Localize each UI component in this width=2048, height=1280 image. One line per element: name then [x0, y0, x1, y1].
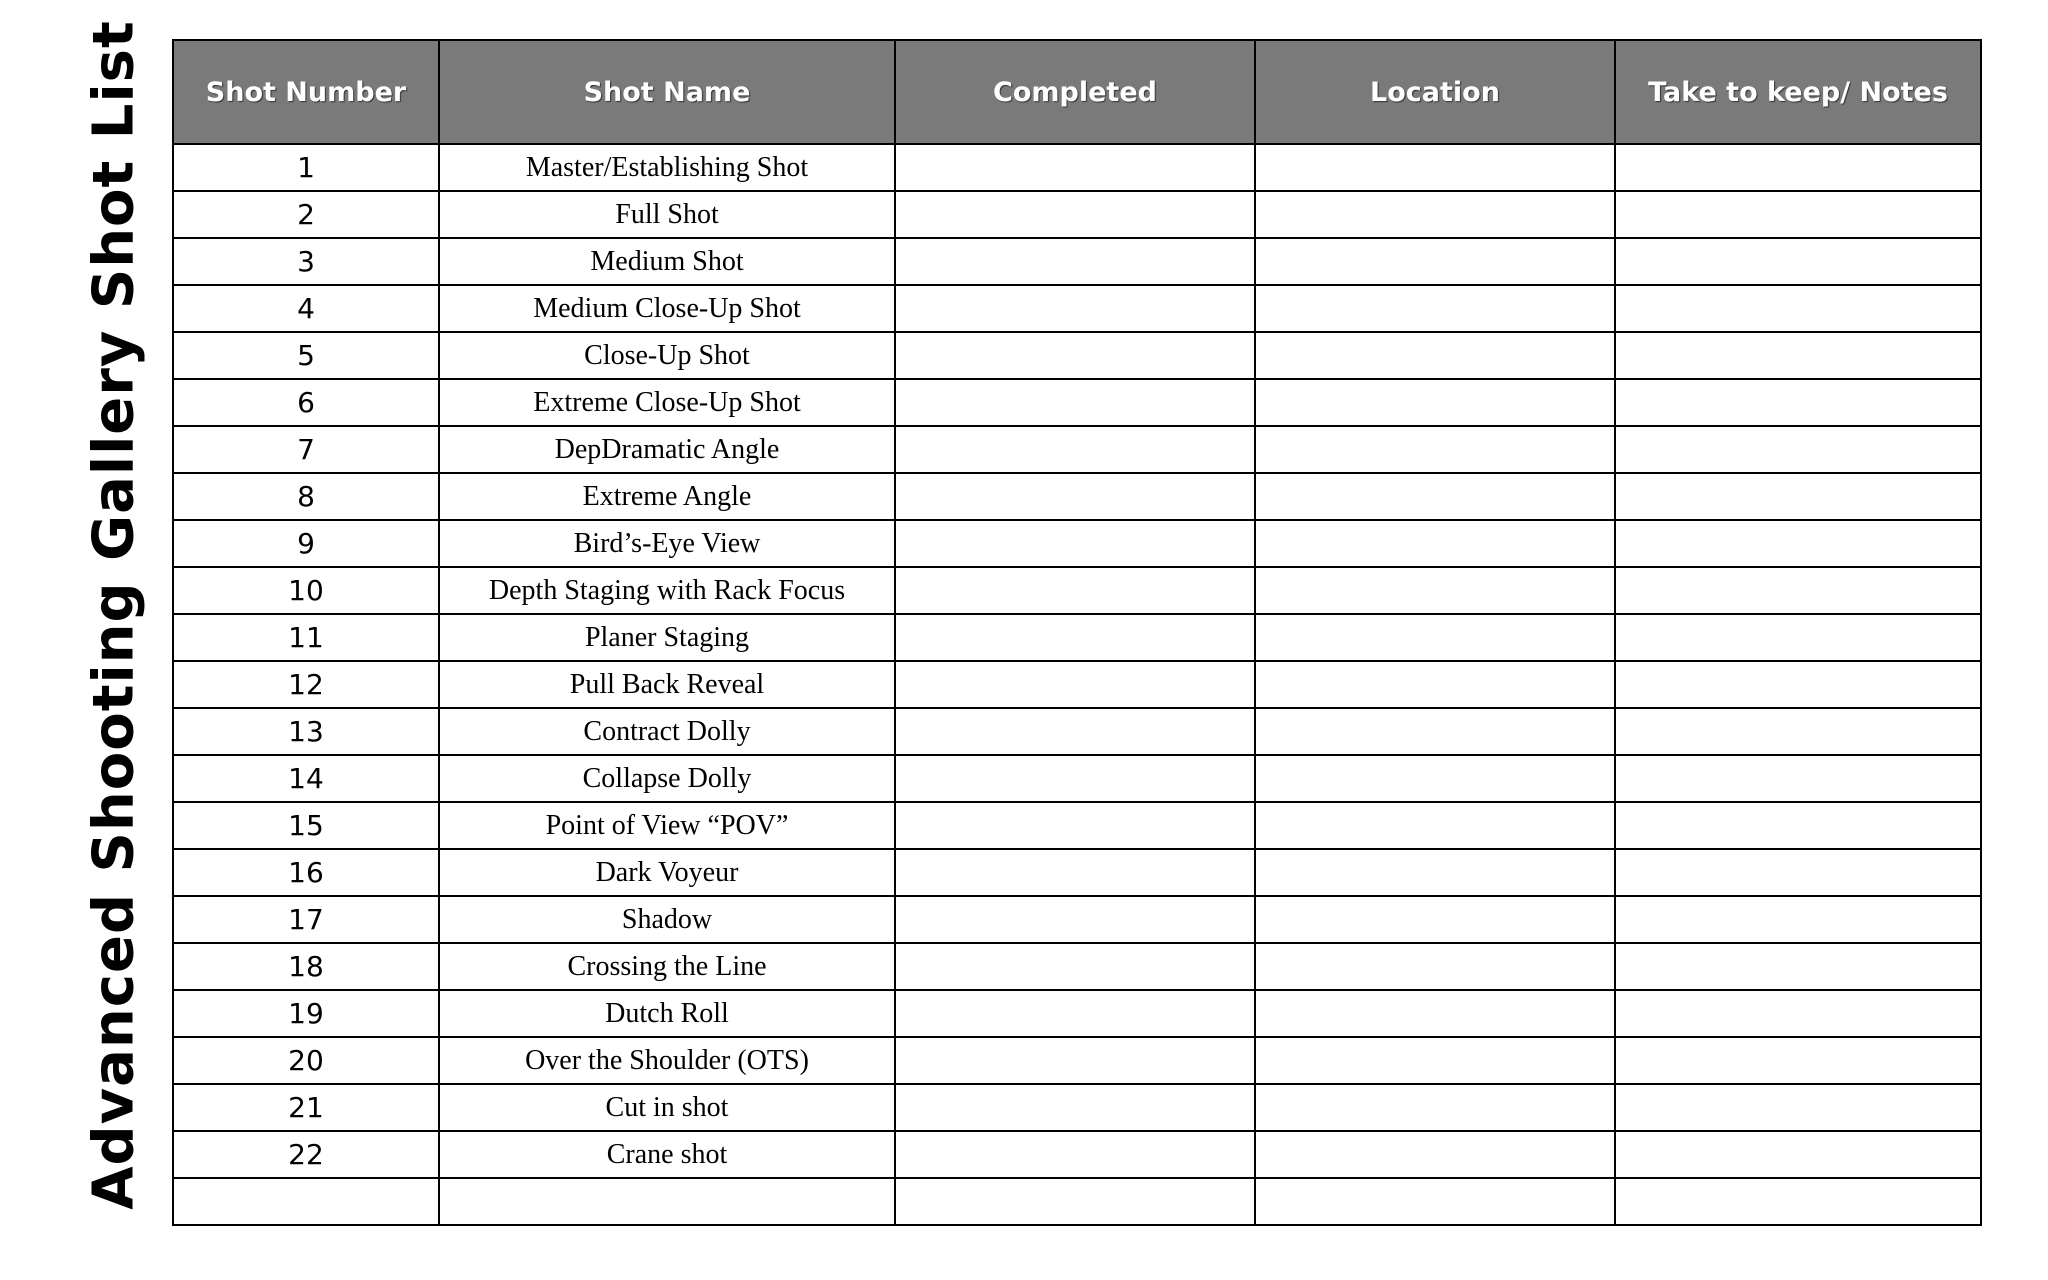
- location-cell[interactable]: [1255, 567, 1615, 614]
- notes-cell[interactable]: [1615, 1037, 1981, 1084]
- notes-cell[interactable]: [1615, 379, 1981, 426]
- notes-cell[interactable]: [1615, 943, 1981, 990]
- completed-cell[interactable]: [895, 379, 1255, 426]
- completed-cell[interactable]: [895, 191, 1255, 238]
- location-cell[interactable]: [1255, 238, 1615, 285]
- completed-cell[interactable]: [895, 849, 1255, 896]
- table-row: [173, 285, 1981, 332]
- notes-cell[interactable]: [1615, 520, 1981, 567]
- shot-name-cell: Planer Staging: [439, 614, 895, 661]
- completed-cell[interactable]: [895, 144, 1255, 191]
- table-row: [173, 379, 1981, 426]
- notes-cell[interactable]: [1615, 1178, 1981, 1225]
- shot-number-cell: 2: [173, 191, 439, 238]
- shot-name-cell: Medium Shot: [439, 238, 895, 285]
- notes-cell[interactable]: [1615, 708, 1981, 755]
- shot-name-cell: Over the Shoulder (OTS): [439, 1037, 895, 1084]
- shot-number-cell: 9: [173, 520, 439, 567]
- completed-cell[interactable]: [895, 238, 1255, 285]
- shot-name-cell: Crossing the Line: [439, 943, 895, 990]
- location-cell[interactable]: [1255, 708, 1615, 755]
- shot-name-cell: Dark Voyeur: [439, 849, 895, 896]
- notes-cell[interactable]: [1615, 426, 1981, 473]
- header-shot-name: Shot Name: [439, 40, 895, 144]
- notes-cell[interactable]: [1615, 1131, 1981, 1178]
- completed-cell[interactable]: [895, 1178, 1255, 1225]
- shot-number-cell: 10: [173, 567, 439, 614]
- table-row: [173, 332, 1981, 379]
- shot-number-cell: [173, 1178, 439, 1225]
- header-location: Location: [1255, 40, 1615, 144]
- page-title-container: [81, 20, 147, 1210]
- shot-number-cell: 14: [173, 755, 439, 802]
- shot-number-cell: 7: [173, 426, 439, 473]
- completed-cell[interactable]: [895, 567, 1255, 614]
- notes-cell[interactable]: [1615, 238, 1981, 285]
- notes-cell[interactable]: [1615, 332, 1981, 379]
- table-row: [173, 802, 1981, 849]
- table-row: [173, 191, 1981, 238]
- shot-number-cell: 5: [173, 332, 439, 379]
- shot-name-cell: Dutch Roll: [439, 990, 895, 1037]
- shot-number-cell: 20: [173, 1037, 439, 1084]
- completed-cell[interactable]: [895, 990, 1255, 1037]
- location-cell[interactable]: [1255, 285, 1615, 332]
- table-row: [173, 1037, 1981, 1084]
- table-row: [173, 661, 1981, 708]
- table-row: [173, 473, 1981, 520]
- shot-name-cell: Contract Dolly: [439, 708, 895, 755]
- location-cell[interactable]: [1255, 1131, 1615, 1178]
- shot-number-cell: 16: [173, 849, 439, 896]
- location-cell[interactable]: [1255, 661, 1615, 708]
- completed-cell[interactable]: [895, 755, 1255, 802]
- shot-number-cell: 19: [173, 990, 439, 1037]
- shot-name-cell: Pull Back Reveal: [439, 661, 895, 708]
- shot-name-cell: Extreme Angle: [439, 473, 895, 520]
- table-row: [173, 708, 1981, 755]
- shot-name-cell: Master/Establishing Shot: [439, 144, 895, 191]
- notes-cell[interactable]: [1615, 473, 1981, 520]
- shot-number-cell: 21: [173, 1084, 439, 1131]
- notes-cell[interactable]: [1615, 661, 1981, 708]
- completed-cell[interactable]: [895, 520, 1255, 567]
- location-cell[interactable]: [1255, 990, 1615, 1037]
- location-cell[interactable]: [1255, 520, 1615, 567]
- shot-name-cell: DepDramatic Angle: [439, 426, 895, 473]
- location-cell[interactable]: [1255, 1037, 1615, 1084]
- shot-list-table: [172, 39, 1982, 1226]
- header-completed: Completed: [895, 40, 1255, 144]
- location-cell[interactable]: [1255, 943, 1615, 990]
- location-cell[interactable]: [1255, 426, 1615, 473]
- completed-cell[interactable]: [895, 426, 1255, 473]
- shot-name-cell: Close-Up Shot: [439, 332, 895, 379]
- completed-cell[interactable]: [895, 1037, 1255, 1084]
- page-title: Advanced Shooting Gallery Shot List: [81, 20, 147, 1210]
- location-cell[interactable]: [1255, 802, 1615, 849]
- table-row: [173, 990, 1981, 1037]
- shot-number-cell: 3: [173, 238, 439, 285]
- location-cell[interactable]: [1255, 614, 1615, 661]
- shot-number-cell: 15: [173, 802, 439, 849]
- table-row: [173, 238, 1981, 285]
- shot-name-cell: Depth Staging with Rack Focus: [439, 567, 895, 614]
- notes-cell[interactable]: [1615, 1084, 1981, 1131]
- notes-cell[interactable]: [1615, 990, 1981, 1037]
- completed-cell[interactable]: [895, 1084, 1255, 1131]
- header-row: [173, 40, 1981, 144]
- shot-name-cell: Bird’s-Eye View: [439, 520, 895, 567]
- location-cell[interactable]: [1255, 332, 1615, 379]
- notes-cell[interactable]: [1615, 896, 1981, 943]
- shot-number-cell: 22: [173, 1131, 439, 1178]
- shot-name-cell: Extreme Close-Up Shot: [439, 379, 895, 426]
- notes-cell[interactable]: [1615, 191, 1981, 238]
- shot-name-cell: Point of View “POV”: [439, 802, 895, 849]
- shot-name-cell: Full Shot: [439, 191, 895, 238]
- table-row: [173, 1131, 1981, 1178]
- location-cell[interactable]: [1255, 1084, 1615, 1131]
- shot-name-cell: [439, 1178, 895, 1225]
- shot-name-cell: Crane shot: [439, 1131, 895, 1178]
- header-notes: Take to keep/ Notes: [1615, 40, 1981, 144]
- table-row: [173, 896, 1981, 943]
- completed-cell[interactable]: [895, 896, 1255, 943]
- header-shot-number: Shot Number: [173, 40, 439, 144]
- completed-cell[interactable]: [895, 614, 1255, 661]
- shot-number-cell: 1: [173, 144, 439, 191]
- shot-number-cell: 4: [173, 285, 439, 332]
- shot-name-cell: Collapse Dolly: [439, 755, 895, 802]
- table-row: [173, 943, 1981, 990]
- notes-cell[interactable]: [1615, 849, 1981, 896]
- location-cell[interactable]: [1255, 144, 1615, 191]
- table-row: [173, 567, 1981, 614]
- completed-cell[interactable]: [895, 708, 1255, 755]
- location-cell[interactable]: [1255, 1178, 1615, 1225]
- table-row: [173, 520, 1981, 567]
- table-row: [173, 1178, 1981, 1225]
- table-row: [173, 1084, 1981, 1131]
- shot-number-cell: 18: [173, 943, 439, 990]
- shot-number-cell: 13: [173, 708, 439, 755]
- completed-cell[interactable]: [895, 332, 1255, 379]
- table-row: [173, 755, 1981, 802]
- completed-cell[interactable]: [895, 943, 1255, 990]
- completed-cell[interactable]: [895, 802, 1255, 849]
- table-body: [173, 144, 1981, 1225]
- notes-cell[interactable]: [1615, 285, 1981, 332]
- completed-cell[interactable]: [895, 285, 1255, 332]
- shot-number-cell: 17: [173, 896, 439, 943]
- location-cell[interactable]: [1255, 896, 1615, 943]
- location-cell[interactable]: [1255, 191, 1615, 238]
- location-cell[interactable]: [1255, 755, 1615, 802]
- shot-name-cell: Shadow: [439, 896, 895, 943]
- table-row: [173, 614, 1981, 661]
- shot-name-cell: Medium Close-Up Shot: [439, 285, 895, 332]
- shot-number-cell: 11: [173, 614, 439, 661]
- table-row: [173, 849, 1981, 896]
- notes-cell[interactable]: [1615, 567, 1981, 614]
- notes-cell[interactable]: [1615, 144, 1981, 191]
- table-row: [173, 426, 1981, 473]
- location-cell[interactable]: [1255, 473, 1615, 520]
- table-row: [173, 144, 1981, 191]
- completed-cell[interactable]: [895, 1131, 1255, 1178]
- notes-cell[interactable]: [1615, 755, 1981, 802]
- completed-cell[interactable]: [895, 661, 1255, 708]
- shot-number-cell: 12: [173, 661, 439, 708]
- completed-cell[interactable]: [895, 473, 1255, 520]
- location-cell[interactable]: [1255, 849, 1615, 896]
- location-cell[interactable]: [1255, 379, 1615, 426]
- shot-name-cell: Cut in shot: [439, 1084, 895, 1131]
- shot-number-cell: 8: [173, 473, 439, 520]
- notes-cell[interactable]: [1615, 802, 1981, 849]
- shot-number-cell: 6: [173, 379, 439, 426]
- notes-cell[interactable]: [1615, 614, 1981, 661]
